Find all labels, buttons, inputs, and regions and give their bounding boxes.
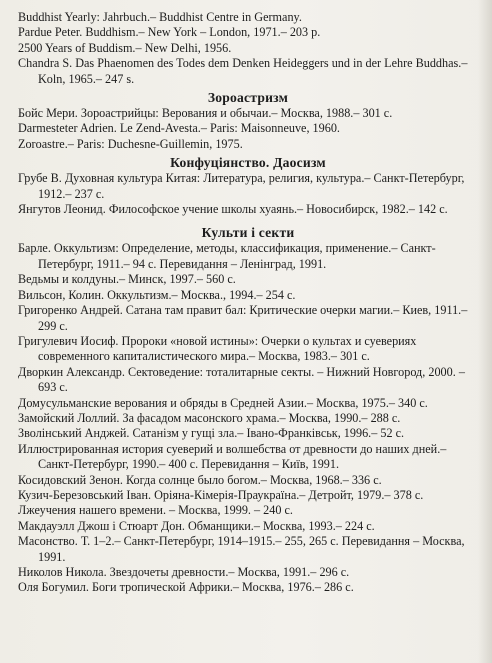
bibliography-entry: Зволінський Анджей. Сатанізм у гущі зла.– Івано-Франківськ, 1996.– 52 с. <box>18 426 405 441</box>
bibliography-entry: Chandra S. Das Phaenomen des Todes dem Denken Heideggers und in der Lehre Buddhas.– Koln, 1965.– 247 s. <box>18 56 468 86</box>
bibliography-entry: Darmesteter Adrien. Le Zend-Avesta.– Paris: Maisonneuve, 1960. <box>18 121 340 136</box>
bibliography-entry: Николов Никола. Звездочеты древности.– Москва, 1991.– 296 с. <box>18 565 350 579</box>
section-heading: Конфуціянство. Даосизм <box>170 155 326 171</box>
bibliography-entry: Лжеучения нашего времени. – Москва, 1999. – 240 с. <box>18 503 293 518</box>
bibliography-entry: Оля Богумил. Боги тропической Африки.– Москва, 1976.– 286 с. <box>18 580 354 595</box>
bibliography-entry: Buddhist Yearly: Jahrbuch.– Buddhist Centre in Germany. <box>18 10 302 24</box>
bibliography-entry: Иллюстрированная история суеверий и волшебства от древности до наших дней.– Санкт-Петербург, 1990.– 400 с. Перевидання – Київ, 1991. <box>18 441 447 472</box>
bibliography-entry: Ведьмы и колдуны.– Минск, 1997.– 560 с. <box>18 272 236 287</box>
bibliography-entry: Вильсон, Колин. Оккультизм.– Москва., 1994.– 254 с. <box>18 287 296 302</box>
section-zoroastrianism <box>18 89 478 152</box>
section-cults-and-sects <box>18 224 478 595</box>
bibliography-entry: Zoroastre.– Paris: Duchesne-Guillemin, 1975. <box>18 136 243 151</box>
bibliography-entry: 2500 Years of Buddism.– New Delhi, 1956. <box>18 40 232 55</box>
section-buddhism-continued <box>18 10 478 87</box>
section-heading: Зороастризм <box>207 90 289 106</box>
page-edge-shadow <box>478 0 492 663</box>
bibliography-entry: Замойский Лоллий. За фасадом масонского храма.– Москва, 1990.– 288 с. <box>18 410 401 425</box>
bibliography-entry: Дворкин Александр. Сектоведение: тоталитарные секты. – Нижний Новгород, 2000. – 693 с. <box>18 364 465 395</box>
bibliography-entry: Янгутов Леонид. Философское учение школы хуаянь.– Новосибирск, 1982.– 142 с. <box>18 202 448 217</box>
bibliography-entry: Домусульманские верования и обряды в Средней Азии.– Москва, 1975.– 340 с. <box>18 395 428 410</box>
bibliography-entry: Григулевич Иосиф. Пророки «новой истины»: Очерки о культах и суевериях современного капиталистического мира.– Москва, 1983.– 301 с. <box>18 333 417 364</box>
bibliography-entry: Барле. Оккультизм: Определение, методы, классификация, применение.– Санкт-Петербург, 1911.– 94 с. Перевидання – Ленінград, 1991. <box>18 241 436 271</box>
section-confucianism-taoism <box>18 154 478 217</box>
bibliography-entry: Масонство. Т. 1–2.– Санкт-Петербург, 1914–1915.– 255, 265 с. Перевидання – Москва, 1991. <box>18 534 465 564</box>
bibliography-entry: Бойс Мери. Зороастрийцы: Верования и обычаи.– Москва, 1988.– 301 с. <box>18 106 393 121</box>
bibliography-entry: Косидовский Зенон. Когда солнце было богом.– Москва, 1968.– 336 с. <box>18 472 382 487</box>
section-heading: Культи і секти <box>201 225 295 241</box>
bibliography-entry: Макдауэлл Джош і Стюарт Дон. Обманщики.– Москва, 1993.– 224 с. <box>18 518 375 533</box>
bibliography-entry: Pardue Peter. Buddhism.– New York – London, 1971.– 203 p. <box>18 25 321 40</box>
bibliography-entry: Кузич-Березовський Іван. Оріяна-Кімерія-Праукраїна.– Детройт, 1979.– 378 с. <box>18 487 424 502</box>
bibliography-entry: Григоренко Андрей. Сатана там правит бал: Критические очерки магии.– Киев, 1911.– 299 с. <box>18 303 468 333</box>
bibliography-entry: Грубе В. Духовная культура Китая: Литература, религия, культура.– Санкт-Петербург, 1912.– 237 с. <box>18 171 465 201</box>
